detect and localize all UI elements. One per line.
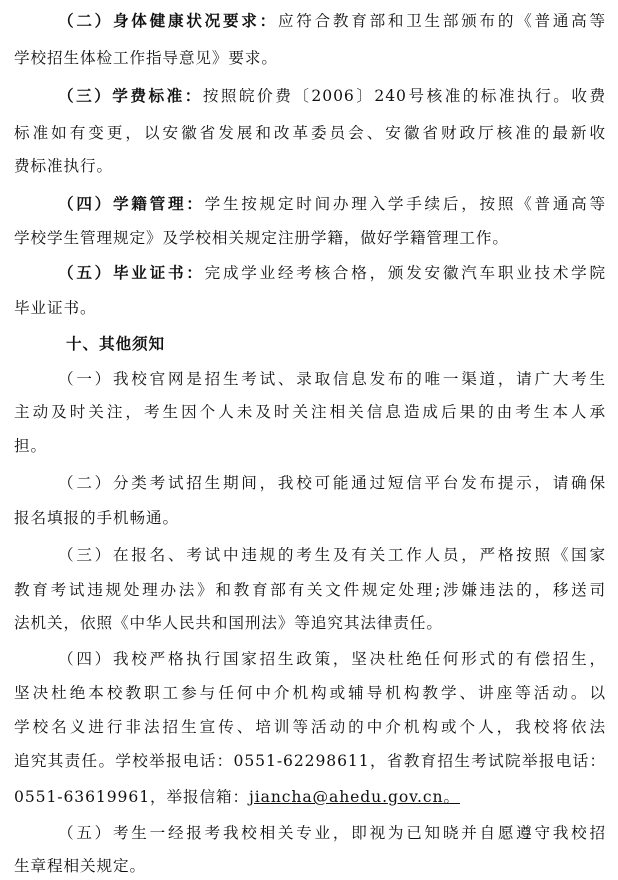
enrollment-status-line-1 xyxy=(14,194,606,214)
health-requirement-text: 应符合教育部和卫生部颁布的《普通高等 xyxy=(277,12,606,30)
health-requirement-heading: （二）身体健康状况要求： xyxy=(58,12,278,30)
tuition-line-3: 费标准执行。 xyxy=(14,157,113,175)
notice-1-line-2: 主动及时关注，考生因个人未及时关注相关信息造成后果的由考生本人承 xyxy=(14,403,606,421)
tuition-line-2: 标准如有变更，以安徽省发展和改革委员会、安徽省财政厅核准的最新收 xyxy=(14,124,606,142)
notice-2-line-2: 报名填报的手机畅通。 xyxy=(14,509,179,527)
tuition-text: 按照皖价费〔2006〕240号核准的标准执行。收费 xyxy=(202,87,606,105)
notice-5-line-2: 生章程相关规定。 xyxy=(14,857,146,875)
notice-1-line-3: 担。 xyxy=(14,437,47,455)
notice-4-line-1: （四）我校严格执行国家招生政策，坚决杜绝任何形式的有偿招生， xyxy=(58,650,606,668)
diploma-text: 完成学业经考核合格，颁发安徽汽车职业技术学院 xyxy=(204,264,606,282)
tuition-line-1 xyxy=(14,86,606,106)
diploma-line-2: 毕业证书。 xyxy=(14,299,97,317)
notice-4-line-3: 学校名义进行非法招生宣传、培训等活动的中介机构或个人，我校将依法 xyxy=(14,718,606,736)
enrollment-status-heading: （四）学籍管理： xyxy=(58,195,205,213)
tuition-heading: （三）学费标准： xyxy=(58,87,203,105)
section-title: 十、其他须知 xyxy=(66,335,165,353)
notice-1-line-1: （一）我校官网是招生考试、录取信息发布的唯一渠道，请广大考生 xyxy=(58,370,606,388)
notice-2-line-1: （二）分类考试招生期间，我校可能通过短信平台发布提示，请确保 xyxy=(58,474,606,492)
notice-5-line-1: （五）考生一经报考我校相关专业，即视为已知晓并自愿遵守我校招 xyxy=(58,824,606,842)
notice-3-line-3: 法机关，依照《中华人民共和国刑法》等追究其法律责任。 xyxy=(14,614,443,632)
diploma-heading: （五）毕业证书： xyxy=(58,264,205,282)
notice-3-line-2: 教育考试违规处理办法》和教育部有关文件规定处理;涉嫌违法的，移送司 xyxy=(14,581,606,599)
diploma-line-1 xyxy=(14,263,606,283)
notice-3-line-1: （三）在报名、考试中违规的考生及有关工作人员，严格按照《国家 xyxy=(58,546,606,564)
hotline-and-mailbox-label: 0551-63619961，举报信箱： xyxy=(14,788,249,806)
report-email-link[interactable]: jiancha@ahedu.gov.cn。 xyxy=(249,788,460,806)
notice-4-line-5 xyxy=(14,787,606,807)
notice-4-line-2: 坚决杜绝本校教职工参与任何中介机构或辅导机构教学、讲座等活动。以 xyxy=(14,684,606,702)
enrollment-status-text: 学生按规定时间办理入学手续后，按照《普通高等 xyxy=(204,195,606,213)
notice-4-line-4: 追究其责任。学校举报电话：0551-62298611，省教育招生考试院举报电话： xyxy=(14,752,606,770)
health-requirement-line-2: 学校招生体检工作指导意见》要求。 xyxy=(14,49,278,67)
health-requirement-line-1 xyxy=(14,11,606,31)
enrollment-status-line-2: 学校学生管理规定》及学校相关规定注册学籍，做好学籍管理工作。 xyxy=(14,229,509,247)
